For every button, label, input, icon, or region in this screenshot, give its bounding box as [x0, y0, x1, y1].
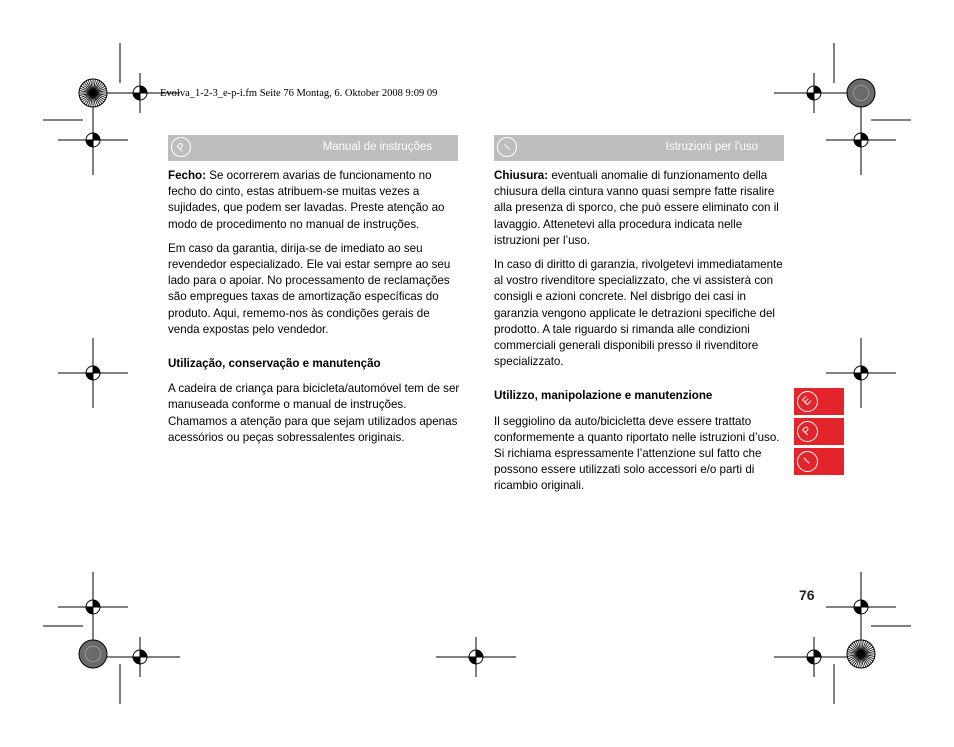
language-badge-p: P [167, 133, 195, 161]
paragraph-utilizacao: A cadeira de criança para bicicleta/automóvel tem de ser manuseada conforme o manual de instruções. Chamamos a atenção para que sejam utilizados apenas acessórios ou peças sobressalentes originais. [168, 382, 460, 444]
paragraph-garantia: Em caso da garantia, dirija-se de imediato ao seu revendedor especializado. Ele vai estar sempre ao seu lado para o apoiar. No processamento de reclamações são empregues taxas de amortização específicas do produto. Aqui, rememo-nos às condições gerais de venda expostas pelo vendedor. [168, 241, 451, 336]
paragraph-chiusura [494, 168, 786, 249]
header-bar-portuguese [168, 135, 458, 161]
paragraph-utilizzo: Il seggiolino da auto/bicicletta deve essere trattato conformemente a quanto riportato nelle istruzioni d’uso. Si richiama espressamente l’attenzione sul fatto che possono essere utilizzati solo accessori e/o parti di ricambio originali. [494, 414, 780, 493]
language-tab-p[interactable] [794, 418, 844, 445]
paragraph-fecho [168, 168, 460, 233]
heading-utilizzo: Utilizzo, manipolazione e manutenzione [494, 389, 713, 403]
term-fecho: Fecho: [168, 169, 207, 182]
language-tab-i[interactable] [794, 448, 844, 475]
section-title-italian: Istruzioni per l'uso [665, 141, 758, 153]
screen-dot-mark [79, 640, 107, 668]
tab-label-i: I [793, 447, 823, 477]
language-tab-e[interactable] [794, 388, 844, 415]
italian-column [494, 168, 786, 503]
text-fecho: Se ocorrerem avarias de funcionamento no fecho do cinto, estas atribuem-se muitas vezes a sujidades, que podem ser lavadas. Preste atenção ao modo de procedimento no manual de instruções. [168, 169, 445, 231]
language-tabs [794, 388, 844, 478]
header-bar-italian [494, 135, 784, 161]
file-header: Evolva_1-2-3_e-p-i.fm Seite 76 Montag, 6. Oktober 2008 9:09 09 [160, 88, 438, 99]
section-title-portuguese: Manual de instruções [322, 141, 432, 153]
page-number: 76 [799, 587, 815, 603]
tab-label-p: P [793, 417, 823, 447]
text-chiusura: eventuali anomalie di funzionamento della chiusura della cintura vanno quasi sempre fatte risalire alla presenza di sporco, che può essere eliminato con il lavaggio. Attenetevi alla procedura indicata nelle istruzioni per l’uso. [494, 169, 779, 247]
heading-utilizacao: Utilização, conservação e manutenção [168, 357, 381, 371]
tab-label-e: E [793, 387, 823, 417]
portuguese-column [168, 168, 460, 454]
paragraph-garanzia: In caso di diritto di garanzia, rivolgetevi immediatamente al vostro rivenditore specializzato, che vi assisterà con consigli e azioni concrete. Nel disbrigo dei casi in garanzia vengono applicate le detrazioni specifiche del prodotto. A tale riguardo si rimanda alle condizioni commerciali generali disponibili presso il rivenditore specializzato. [494, 258, 783, 369]
language-badge-i: I [493, 133, 521, 161]
term-chiusura: Chiusura: [494, 169, 549, 182]
screen-dot-mark [847, 79, 875, 107]
